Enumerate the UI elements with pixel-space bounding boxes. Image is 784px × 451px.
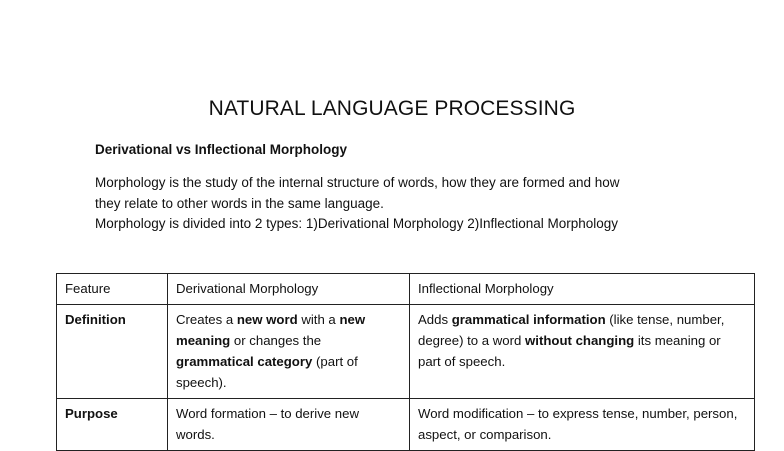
cell-text: Word modification – to express tense, number, person, aspect, or comparison. xyxy=(418,406,738,442)
cell-text: its meaning or part of speech. xyxy=(418,333,721,369)
section-subtitle: Derivational vs Inflectional Morphology xyxy=(95,142,348,157)
header-inflectional: Inflectional Morphology xyxy=(410,274,755,305)
cell-text: with a xyxy=(297,312,340,327)
cell-inflectional xyxy=(410,399,755,451)
cell-inflectional xyxy=(410,305,755,399)
bold-text: new word xyxy=(236,312,298,327)
paragraph-line: they relate to other words in the same language. xyxy=(95,195,384,211)
intro-paragraph xyxy=(95,173,695,235)
bold-text: without changing xyxy=(525,333,635,348)
paragraph-line: Morphology is divided into 2 types: 1)Derivational Morphology 2)Inflectional Morphology xyxy=(95,216,619,231)
header-feature: Feature xyxy=(57,274,168,305)
morphology-comparison-table xyxy=(56,273,755,451)
document-title: NATURAL LANGUAGE PROCESSING xyxy=(208,97,576,120)
cell-derivational xyxy=(168,305,410,399)
table-row xyxy=(57,305,755,399)
table-header-row xyxy=(57,274,755,305)
cell-text: Creates a xyxy=(176,312,237,327)
cell-text: or changes the xyxy=(230,333,322,348)
cell-feature: Purpose xyxy=(57,399,168,451)
table-row xyxy=(57,399,755,451)
cell-text: Adds xyxy=(418,312,452,327)
bold-text: grammatical category xyxy=(176,354,313,369)
cell-text: (like tense, number, degree) to a word xyxy=(418,312,725,348)
header-derivational: Derivational Morphology xyxy=(168,274,410,305)
bold-text: new meaning xyxy=(176,312,366,348)
paragraph-line: Morphology is the study of the internal structure of words, how they are formed and how xyxy=(95,175,620,190)
cell-text: Word formation – to derive new words. xyxy=(176,406,360,442)
cell-feature: Definition xyxy=(57,305,168,399)
cell-text: (part of speech). xyxy=(176,354,358,390)
bold-text: grammatical information xyxy=(451,312,606,327)
cell-derivational xyxy=(168,399,410,451)
